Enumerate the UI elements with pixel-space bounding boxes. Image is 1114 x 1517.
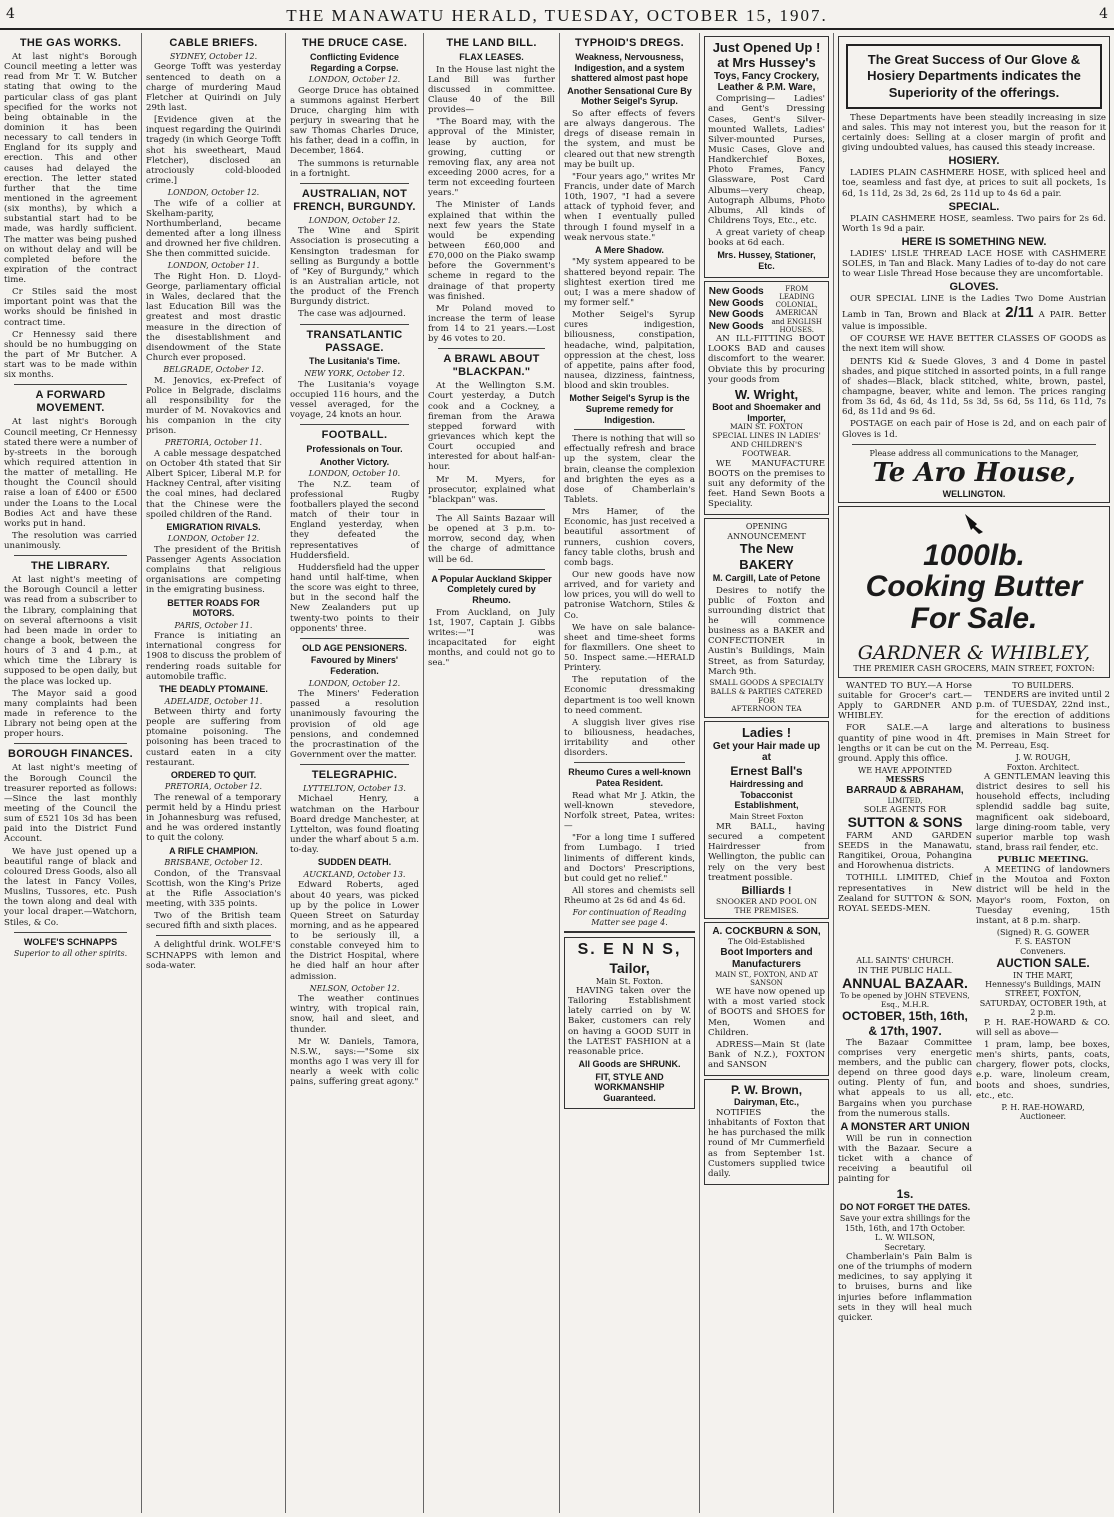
dates-save: Save your extra shillings for the 15th, 16th, and 17th October.: [839, 1214, 971, 1233]
article-text: "Four years ago," writes Mr Francis, under date of March 10th, 1907, "I had a severe attack of typhoid fever, and when I eventually pulled through I found myself in a weak nervous state.": [564, 171, 695, 243]
bazaar-title: ANNUAL BAZAAR.: [842, 975, 968, 992]
article-text: Cr Hennessy said there should be no humbugging on the part of Mr Butcher. A start was to be made within six months.: [4, 329, 137, 381]
bakery-owner: M. Cargill, Late of Petone: [712, 572, 821, 583]
dateline: LONDON, October 12.: [167, 534, 260, 544]
conveners: Conveners.: [1020, 946, 1066, 956]
gloves-text-b: A PAIR. Better value is impossible.: [842, 310, 1107, 333]
wanted-ad: WANTED TO BUY.—A Horse suitable for Grocer's cart.— Apply to GARDNER AND WHIBLEY.: [838, 680, 972, 722]
article-text: The summons is returnable in a fortnight.: [290, 158, 419, 179]
heading-library: THE LIBRARY.: [31, 560, 110, 573]
bazaar-text: The Bazaar Committee comprises very energetic members, and the public can depend on three good days outing. Plenty of fun, and what appeals to us all, Bargains when you purchase from the numerous stalls.: [838, 1037, 972, 1119]
hussey-books: A great variety of cheap books at 6d each.: [708, 228, 825, 249]
article-text: "My system appeared to be shattered beyond repair. The slightest exertion tired me out; I was a mere shadow of my former self.": [564, 257, 695, 309]
dateline: PARIS, October 11.: [174, 620, 253, 630]
cockburn-text: WE have now opened up with a most varied stock of BOOTS and SHOES for Men, Women and Children.: [708, 987, 825, 1038]
new-goods-sources: FROM LEADING COLONIAL, AMERICAN and ENGLISH HOUSES.: [771, 284, 823, 334]
rough-name: J. W. ROUGH,: [1015, 753, 1071, 763]
sole-agents: SOLE AGENTS FOR: [863, 804, 947, 814]
messrs: MESSRS: [885, 774, 925, 785]
ball-establishment: Hairdressing and Tobacconist Establishment,: [729, 779, 804, 811]
butter-quantity: 1000lb.: [923, 538, 1025, 572]
te-aro-store-name: Te Aro House,: [872, 458, 1076, 489]
subheading: Favoured by Miners' Federation.: [310, 655, 399, 677]
heading-borough-finances: BOROUGH FINANCES.: [8, 748, 133, 761]
bakery-small-goods: SMALL GOODS A SPECIALTY: [709, 677, 824, 687]
article-text: A sluggish liver gives rise to biliousness, headaches, irritability and other disorders.: [564, 717, 695, 759]
masthead: [0, 0, 1114, 30]
tailor-title: Tailor,: [609, 959, 650, 976]
barraud-name: BARRAUD & ABRAHAM,: [846, 784, 964, 796]
article-text: Edward Roberts, aged about 40 years, was picked up by the police in Lower Queen Street on Saturday morning, and as he appeared to be seriously ill, a constable conveyed him to the District Hospital, where he died half an hour after admission.: [290, 880, 419, 982]
dateline: SYDNEY, October 12.: [169, 51, 258, 61]
article-text: The Wine and Spirit Association is prosecuting a Kensington tradesman for selling as Burgundy a bottle of "Key of Burgundy," which is an Australian article, not the product of the French Burgundy district.: [290, 226, 419, 308]
wright-address: MAIN ST. FOXTON: [729, 422, 804, 432]
dateline: BRISBANE, October 12.: [164, 858, 263, 868]
cockburn-name: A. COCKBURN & SON,: [712, 926, 821, 938]
column-6: [700, 33, 834, 1513]
heading-old-age-pensioners: OLD AGE PENSIONERS.: [302, 642, 407, 653]
gloves-text-a: OUR SPECIAL LINE is the Ladies Two Dome Austrian Lamb in Tan, Brown and Black at: [842, 294, 1106, 321]
dateline: LONDON, October 12.: [308, 215, 401, 225]
bakery-announcement: OPENING ANNOUNCEMENT: [727, 522, 806, 541]
divider: [14, 384, 127, 385]
subheading: A RIFLE CHAMPION.: [169, 845, 258, 856]
dents-text: DENTS Kid & Suede Gloves, 3 and 4 Dome in pastel shades, and pique stitched in assorted points, in a full range of shades—Black, black stitched, white, brown, pastel, champagne, beaver, white and lemon. The prices ranging from 3s 6d, 4s 6d, 4s 11d, 5s 3d, 5s 6d, 5s 11d, 6s 11d, 7s 6d, 8s 11d and 9s 6d.: [842, 356, 1106, 418]
hussey-name: at Mrs Hussey's: [717, 55, 816, 71]
tailor-text: HAVING taken over the Tailoring Establishment lately carried on by W. Baker, customers can rely on having a GOOD SUIT in the LATEST FASHION at a reasonable price.: [568, 985, 691, 1057]
article-text: Two of the British team secured fifth and sixth places.: [146, 911, 281, 932]
pointing-hand-icon: [961, 510, 987, 536]
dateline: LONDON, October 12.: [167, 188, 260, 198]
postage-text: POSTAGE on each pair of Hose is 2d, and on each pair of Gloves is 1d.: [842, 419, 1106, 440]
dateline: ADELAIDE, October 11.: [164, 696, 263, 706]
column-1: [0, 33, 142, 1513]
heading-transatlantic: TRANSATLANTIC PASSAGE.: [306, 328, 403, 354]
auction-intro: P. H. RAE-HOWARD & CO. will sell as above—: [976, 1017, 1110, 1038]
tothill-text: TOTHILL LIMITED, Chief representatives in New Zealand for SUTTON & SON, ROYAL SEEDS-MEN.: [838, 873, 972, 914]
divider: [300, 183, 409, 184]
dateline: LYTTELTON, October 13.: [303, 784, 406, 794]
article-text: At last night's meeting of the Borough Council the treasurer reported as follows:—Since the last monthly meeting of the Council the sum of £521 10s 3d has been paid into the District Fund Account.: [4, 763, 137, 845]
article-text: A delightful drink. WOLFE'S SCHNAPPS with lemon and soda-water.: [146, 940, 281, 971]
classifieds-left: [838, 681, 972, 956]
heading-forward-movement: A FORWARD MOVEMENT.: [35, 389, 106, 415]
classifieds-row-1: [838, 681, 1110, 956]
article-text: France is initiating an international congress for 1908 to discuss the problem of rendering roads suitable for automobile traffic.: [146, 631, 281, 682]
heading-burgundy: AUSTRALIAN, NOT FRENCH, BURGUNDY.: [293, 187, 416, 213]
bazaar-dates: OCTOBER, 15th, 16th, & 17th, 1907.: [842, 1009, 968, 1038]
article-text: Mother Seigel's Syrup cures indigestion, biliousness, constipation, headache, wind, palpitation, oppression at the chest, loss of appetite, pains after food, nausea, dizziness, faintness, blood and skin troubles.: [564, 310, 695, 392]
column-7: [834, 33, 1114, 1513]
article-text: The Minister of Lands explained that within the next few years the State would be expending between £60,000 and £70,000 on the Piako swamp before the Government's scheme in regard to the drainage of that property was finished.: [428, 200, 555, 302]
brown-text: NOTIFIES the inhabitants of Foxton that he has purchased the milk round of Mr Cummerfield as from September 1st. Customers supplied twice daily.: [708, 1108, 825, 1179]
dateline: AUCKLAND, October 13.: [303, 869, 406, 879]
tailor-name: S. E N N S,: [577, 941, 682, 959]
dateline: LONDON, October 12.: [308, 75, 401, 85]
special-text: PLAIN CASHMERE HOSE, seamless. Two pairs for 2s 6d. Worth 1s 9d a pair.: [842, 213, 1106, 234]
dateline: NEW YORK, October 12.: [304, 369, 405, 379]
bakery-ad: [704, 518, 829, 718]
schnapps-ad: WOLFE'S SCHNAPPS: [23, 936, 118, 947]
heading-football: FOOTBALL.: [321, 429, 388, 442]
new-goods-line: New Goods: [708, 321, 764, 333]
article-text: At last night's meeting of the Borough Council a letter was read from a subscriber to the Library, complaining that on several afternoons a visit had been made in order to change a book, between the hours of 3 and 4 p.m., at which time the Library is supposed to be open daily, but the place was locked up.: [4, 575, 137, 687]
column-2: [142, 33, 286, 1513]
classifieds-row-2: [838, 956, 1110, 1325]
auctioneer-title: Auctioneer.: [1019, 1112, 1067, 1122]
bakery-headline-2: BAKERY: [739, 556, 794, 572]
article-text: From Auckland, on July 1st, 1907, Captain J. Gibbs writes:—"I was incapacitated for eight months, and could not go to sea.": [428, 607, 555, 669]
sutton-text: FARM AND GARDEN SEEDS in the Manawatu, Rangitikei, Oroua, Pohangina and Horowhenua districts.: [838, 830, 972, 872]
wright-ad: [704, 281, 829, 516]
divider: [574, 762, 685, 763]
public-meeting-text: A MEETING of landowners in the Moutoa and Foxton district will be held in the Mayor's room, Foxton, on Tuesday evening, 15th instant, at 8 p.m. sharp.: [976, 865, 1110, 926]
subheading: ORDERED TO QUIT.: [170, 769, 257, 780]
subheading: EMIGRATION RIVALS.: [166, 521, 261, 532]
article-text: At the Wellington S.M. Court yesterday, a Dutch cook and a Cockney, a fireman from the Arawa stepped forward with grievances which kept the Court occupied and interested for about half-an-hour.: [428, 381, 555, 473]
barraud-limited: LIMITED,: [887, 796, 923, 805]
signed-gower: (Signed) R. G. GOWER: [996, 928, 1090, 938]
dateline: LONDON, October 12.: [308, 678, 401, 688]
wright-trade: Boot and Shoemaker and Importer,: [712, 402, 821, 423]
tailor-ad: [564, 937, 695, 1109]
subheading: A Mere Shadow.: [595, 244, 664, 255]
article-text: Condon, of the Transvaal Scottish, won the King's Prize at the Rifle Association's meeting, with 335 points.: [146, 868, 281, 909]
subheading: Conflicting Evidence Regarding a Corpse.: [309, 51, 399, 73]
subheading: The Lusitania's Time.: [309, 356, 400, 367]
better-classes-text: OF COURSE WE HAVE BETTER CLASSES OF GOODS as the next item will show.: [842, 334, 1106, 355]
article-text: We have just opened up a beautiful range of black and coloured Dress Goods, also all the latest in Fancy Voiles, Muslins, Tussores, etc. Push the town along and deal with your local draper.—Watchorn, Stiles, & Co.: [4, 846, 137, 928]
secretary-title: Secretary.: [884, 1242, 926, 1252]
article-text: The All Saints Bazaar will be opened at 3 p.m. to-morrow, second day, when the charge of admittance will be 6d.: [428, 514, 555, 565]
article-text: Mr W. Daniels, Tamora, N.S.W., says:—"Some six months ago I was very ill for nearly a week with colic pains, suffering great agony.": [290, 1036, 419, 1088]
dateline: PRETORIA, October 11.: [164, 438, 263, 448]
column-3: [286, 33, 424, 1513]
new-text: LADIES' LISLE THREAD LACE HOSE with CASHMERE SOLES, in Tan and Black. Many Ladies of to-day do not care to wear Lisle Thread Hose because they are uncomfortable.: [842, 248, 1106, 280]
dateline: LONDON, October 10.: [308, 469, 401, 479]
article-text: The wife of a collier at Skelham-parity, Northumberland, became demented after a long illness and drowned her five children. She then committed suicide.: [146, 198, 281, 260]
article-text: A cable message despatched on October 4th stated that Sir Albert Spicer, Liberal M.P. for Hackney Central, after visiting the coal mines, had declared that the Chinese were the spoiled children of the Rand.: [146, 448, 281, 520]
butter-ad: [838, 506, 1110, 677]
auctioneer-name: P. H. RAE-HOWARD,: [1001, 1102, 1085, 1112]
bazaar-hall: IN THE PUBLIC HALL.: [857, 965, 953, 975]
dates-reminder: DO NOT FORGET THE DATES.: [839, 1201, 971, 1212]
article-text: Mr Poland moved to increase the term of lease from 14 to 21 years.—Lost by 46 votes to 20.: [428, 303, 555, 345]
article-text: "The Board may, with the approval of the Minister, lease by auction, for growing, cutting or removing flax, any area not exceeding 2000 acres, for a term not exceeding fourteen years.": [428, 117, 555, 199]
article-text: M. Jenovics, ex-Prefect of Police in Belgrade, disclaims all responsibility for the murder of M. Novakovics and his companion in the city prison.: [146, 375, 281, 437]
article-text: We have on sale balance-sheet and time-sheet forms for flaxmillers. One sheet to 50. Inspect same.—HERALD Printery.: [564, 622, 695, 674]
dateline: BELGRADE, October 12.: [163, 365, 264, 375]
column-5: [560, 33, 700, 1513]
public-meeting-heading: PUBLIC MEETING.: [997, 855, 1089, 866]
cockburn-address: MAIN ST., FOXTON, AND AT SANSON: [715, 970, 818, 987]
gardner-name: GARDNER & WHIBLEY,: [857, 642, 1091, 665]
article-text: Michael Henry, a watchman on the Harbour Board dredge Manchester, at Lyttelton, was found floating under the wharf about 5 a.m. to-day.: [290, 794, 419, 856]
brown-name: P. W. Brown,: [730, 1083, 803, 1098]
divider: [300, 424, 409, 425]
rough-title: Foxton. Architect.: [1006, 762, 1080, 772]
auction-items: 1 pram, lamp, bee boxes, men's shirts, pants, coats, chargery, flower pots, clocks, e.p. ware, linoleum cream, boots and shoes, sundries, etc., etc.: [976, 1039, 1110, 1101]
bakery-tea: AFTERNOON TEA: [731, 704, 802, 714]
subheading: THE DEADLY PTOMAINE.: [159, 683, 268, 694]
chamberlain-text: Chamberlain's Pain Balm is one of the triumphs of modern medicines, to say applying it to bruises, burns and like injuries before inflammation sets in they will heal much quicker.: [838, 1252, 972, 1323]
divider: [14, 743, 127, 744]
cockburn-ad: [704, 922, 829, 1076]
gloves-text: [842, 294, 1106, 332]
article-text: The reputation of the Economic dressmaking department is too well known to need comment.: [564, 675, 695, 716]
divider: [14, 555, 127, 556]
classifieds-right: [976, 681, 1110, 956]
te-aro-address-note: Please address all communications to the Manager,: [869, 448, 1079, 458]
art-union-heading: A MONSTER ART UNION: [840, 1120, 970, 1133]
wright-special: SPECIAL LINES IN LADIES' AND CHILDREN'S FOOTWEAR.: [712, 431, 821, 458]
bazaar-ad: [838, 956, 972, 1325]
dateline: PRETORIA, October 12.: [164, 782, 263, 792]
bazaar-church: ALL SAINTS' CHURCH.: [856, 956, 954, 966]
ball-name: Ernest Ball's: [730, 764, 803, 779]
wright-text: AN ILL-FITTING BOOT LOOKS BAD and causes discomfort to the wearer. Obviate this by procuring your goods from: [708, 334, 825, 385]
bakery-headline-1: The New: [739, 541, 794, 557]
secretary-name: L. W. WILSON,: [874, 1233, 936, 1243]
new-goods-line: New Goods: [708, 297, 764, 309]
article-text: The Lusitania's voyage occupied 116 hours, and the vessel averaged, for the voyage, 24 knots an hour.: [290, 379, 419, 420]
newspaper-title: THE MANAWATU HERALD, TUESDAY, OCTOBER 15, 1907.: [286, 6, 828, 25]
subheading: Mother Seigel's Syrup is the Supreme remedy for Indigestion.: [569, 393, 690, 425]
hussey-ad: [704, 36, 829, 278]
dateline: NELSON, October 12.: [309, 983, 400, 993]
heading-gas-works: THE GAS WORKS.: [19, 37, 122, 49]
schnapps-tagline: Superior to all other spirits.: [13, 949, 128, 959]
article-text: Mr M. Myers, for prosecutor, explained what "blackpan" was.: [428, 474, 555, 505]
billiards-headline: Billiards !: [741, 884, 792, 897]
article-text: At last night's Borough Council meeting a letter was read from Mr T. W. Butcher stating that owing to the particular class of gas plant specified for the works not being obtainable in the dominion it has been necessary to call tenders in England for its supply and erection. This and other causes had delayed the erection. The letter stated further that the time mentioned in the agreement (six months), by which a substantial start had to be made, was hardly sufficient. The matter was being pushed on without delay and will be completed before the expiration of the contract time.: [4, 51, 137, 286]
subheading: Professionals on Tour.: [306, 444, 403, 455]
tailor-address: Main St. Foxton.: [595, 976, 664, 986]
bakery-balls: BALLS & PARTIES CATERED FOR: [710, 686, 823, 705]
te-aro-intro: These Departments have been steadily increasing in size and sales. This may not interest you, but the reason for it certainly does: Selling at a closer margin of profit and giving undoubted values, has caused this steady increase.: [842, 112, 1106, 154]
heading-telegraphic: TELEGRAPHIC.: [311, 769, 398, 782]
wright-name: W. Wright,: [734, 386, 799, 402]
new-heading: HERE IS SOMETHING NEW.: [901, 235, 1047, 248]
auction-ad: [976, 956, 1110, 1325]
article-text: The renewal of a temporary permit held by a Hindu priest in Johannesburg was refused, and he was ordered instantly to quit the colony.: [146, 792, 281, 844]
divider: [852, 444, 1096, 445]
page-number-left: 4: [6, 6, 15, 22]
divider: [300, 638, 409, 639]
bazaar-opened-by: To be opened by JOHN STEVENS, Esq., M.H.R.: [840, 990, 970, 1009]
article-text: The N.Z. team of professional Rugby footballers played the second match of their tour in England yesterday, when they defeated the representatives of Huddersfield.: [290, 479, 419, 561]
tailor-shrunk: All Goods are SHRUNK.: [578, 1058, 681, 1069]
butter-for-sale: For Sale.: [910, 601, 1038, 635]
heading-brawl: A BRAWL ABOUT "BLACKPAN.": [443, 353, 540, 379]
hosiery-heading: HOSIERY.: [948, 155, 1000, 168]
subheading: BETTER ROADS FOR MOTORS.: [167, 597, 260, 619]
ball-subline: Get your Hair made up at: [712, 740, 821, 764]
auction-building: Hennessy's Buildings, MAIN STREET, FOXTON,: [985, 979, 1101, 999]
tenders-text: TENDERS are invited until 2 p.m. of TUESDAY, 22nd inst., for the erection of additions and alterations to business premises in Main Street for M. Perreau, Esq.: [976, 690, 1110, 752]
gloves-heading: GLOVES.: [949, 281, 999, 294]
auction-date: SATURDAY, OCTOBER 19th, at 2 p.m.: [979, 998, 1107, 1018]
tailor-guarantee: FIT, STYLE AND WORKMANSHIP Guaranteed.: [594, 1071, 665, 1103]
article-text: George Tofft was yesterday sentenced to death on a charge of murdering Maud Fletcher at Quirindi on July 29th last.: [146, 62, 281, 113]
brown-trade: Dairyman, Etc.,: [733, 1097, 800, 1108]
gentleman-ad: A GENTLEMAN leaving this district desires to sell his household effects, including splendid saddle bag suite, magnificent oak sideboard, large dining-room table, very superior marble top wash stand, brass rail fender, etc.: [976, 772, 1110, 854]
article-text: Huddersfield had the upper hand until half-time, when the score was eight to three, but in the second half the New Zealanders put up twenty-two points to their opponents' three.: [290, 562, 419, 634]
ball-text: MR BALL, having secured a competent Hairdresser from Wellington, the public can rely on the very best treatment possible.: [708, 821, 825, 883]
special-heading: SPECIAL.: [948, 200, 1000, 213]
butter-product: Cooking Butter: [865, 570, 1083, 604]
te-aro-ad: [838, 36, 1110, 503]
article-text: So after effects of fevers are always dangerous. The dregs of disease remain in the system, and must be cleared out that new strength may be built up.: [564, 109, 695, 170]
article-text: Between thirty and forty people are suffering from ptomaine poisoning. The poisoning has been traced to custard eaten in a city restaurant.: [146, 706, 281, 768]
auction-venue: IN THE MART,: [1013, 970, 1073, 980]
article-text: "For a long time I suffered from Lumbago. I tried liniments of different kinds, and Doctors' Prescriptions, but could get no relief.": [564, 833, 695, 884]
article-text: The Right Hon. D. Lloyd-George, parliamentary official in Wales, declared that the last Education Bill was the greatest and most drastic measure in the direction of the disestablishment and disendowment of the State Church ever proposed.: [146, 271, 281, 363]
article-text: The president of the British Passenger Agents Association complains that religious organisations are competing in the emigrating business.: [146, 544, 281, 596]
article-text: Our new goods have now arrived, and for variety and low prices, you will do well to patronise Watchorn, Stiles & Co.: [564, 569, 695, 621]
brown-ad: [704, 1079, 829, 1185]
article-text: The resolution was carried unanimously.: [4, 530, 137, 552]
dateline: LONDON, October 11.: [167, 261, 260, 271]
divider: [438, 569, 545, 570]
signed-easton: F. S. EASTON: [1015, 937, 1071, 947]
appointed-heading: WE HAVE APPOINTED: [858, 766, 952, 776]
article-text: The case was adjourned.: [298, 309, 406, 320]
builders-heading: TO BUILDERS.: [1012, 680, 1074, 690]
art-union-price: 1s.: [896, 1186, 914, 1201]
article-text: At last night's Borough Council meeting, Cr Hennessy stated there were a number of by-streets in the borough which required attention in the matter of metalling. He thought the Council should raise a loan of £400 or £500 under the Loans to the Local Bodies Act and have these works put in hand.: [4, 417, 137, 529]
divider: [300, 324, 409, 325]
sutton-name: SUTTON & SONS: [847, 814, 963, 831]
ball-headline: Ladies !: [741, 725, 792, 741]
article-text: The Mayor said a good many complaints had been made in reference to the Library not being open at the proper hours.: [4, 688, 137, 740]
for-sale-ad: FOR SALE.—A large quantity of pine wood in 4ft. lengths or it can be cut on the ground. Apply this office.: [838, 723, 972, 764]
heading-rheumo-skipper: A Popular Auckland Skipper Completely cured by Rheumo.: [431, 573, 552, 605]
hussey-headline: Just Opened Up !: [712, 40, 821, 55]
wright-manufacture: WE MANUFACTURE BOOTS on the premises to suit any deformity of the feet. Hand Sewn Boots a Speciality.: [708, 458, 825, 510]
heading-typhoid: TYPHOID'S DREGS.: [575, 37, 684, 49]
billiards-text: SNOOKER AND POOL ON THE PREMISES.: [716, 896, 817, 915]
divider: [14, 932, 127, 933]
article-text: Read what Mr J. Atkin, the well-known stevedore, Norfolk street, Patea, writes:—: [564, 790, 695, 832]
art-union-text: Will be run in connection with the Bazaar. Secure a ticket with a chance of receiving a beautiful oil painting for: [838, 1133, 972, 1185]
heading-cable-briefs: CABLE BRIEFS.: [169, 37, 258, 49]
cockburn-address-2: ADRESS—Main St (late Bank of N.Z.), FOXTON and SANSON: [708, 1039, 825, 1071]
article-text: There is nothing that will so effectually refresh and brace up the system, clear the brain, cleanse the complexion and brighten the eyes as a dose of Chamberlain's Tablets.: [564, 434, 695, 505]
article-text: The Miners' Federation passed a resolution unanimously favouring the provision of old age pensions, and condemned the procrastination of the Government over the matter.: [290, 689, 419, 760]
article-text: All stores and chemists sell Rheumo at 2s 6d and 4s 6d.: [564, 885, 695, 907]
heading-rheumo-patea: Rheumo Cures a well-known Patea Resident.: [568, 767, 691, 789]
ball-address: Main Street Foxton: [729, 812, 804, 822]
heading-druce-case: THE DRUCE CASE.: [301, 37, 408, 49]
subheading: Another Victory.: [319, 456, 390, 467]
article-text: George Druce has obtained a summons against Herbert Druce, charging him with perjury in swearing that he saw Thomas Charles Druce, his father, dead in a coffin, in December, 1864.: [290, 85, 419, 157]
continuation-note: For continuation of Reading Matter see page 4.: [572, 908, 687, 927]
article-text: Mrs Hamer, of the Economic, has just received a beautiful assortment of runners, cushion covers, fancy table cloths, brush and comb bags.: [564, 507, 695, 568]
divider: [438, 509, 545, 510]
divider: [438, 348, 545, 349]
article-text: The weather continues wintry, with tropical rain, snow, hail and sleet, and thunder.: [290, 994, 419, 1035]
te-aro-city: WELLINGTON.: [942, 488, 1006, 499]
bakery-text: Desires to notify the public of Foxton and surrounding district that he will commence business as a BAKER and CONFECTIONER in Austin's Buildings, Main Street, as from Saturday, March 9th.: [708, 585, 825, 677]
subheading: Weakness, Nervousness, Indigestion, and a system shattered almost past hope: [570, 51, 689, 84]
heading-land-bill: THE LAND BILL.: [446, 37, 537, 49]
article-text: [Evidence given at the inquest regarding the Quirindi tragedy (in which George Tofft shot his sweetheart, Maud Fletcher), disclosed an atrociously cold-blooded crime.]: [146, 115, 281, 186]
subheading: SUDDEN DEATH.: [317, 857, 392, 868]
gardner-tagline: THE PREMIER CASH GROCERS, MAIN STREET, FOXTON:: [853, 664, 1095, 674]
auction-heading: AUCTION SALE.: [996, 956, 1090, 971]
column-4: [424, 33, 560, 1513]
divider: [300, 764, 409, 765]
hosiery-text: LADIES PLAIN CASHMERE HOSE, with spliced heel and toe, seamless and fast dye, at prices to suit all pockets, 1s 6d, 1s 11d, 2s 3d, 2s 6d, 2s 11d up to 4s 6d a pair.: [842, 168, 1106, 199]
hussey-list: Comprising— Ladies' and Gent's Dressing Cases, Gent's Silver-mounted Wallets, Ladies' Silver-mounted Purses, Music Cases, Glove and Handkerchief Boxes, Photo Frames, Fancy Glassware, Post Card Albums—very cheap, Autograph Albums, Photo Albums, All kinds of Childrens Toys, Etc., etc.: [708, 94, 825, 226]
cockburn-established: The Old-Established: [728, 937, 805, 947]
new-goods-line: New Goods: [708, 309, 764, 321]
subheading: FLAX LEASES.: [459, 51, 524, 62]
page-number-right: 4: [1099, 6, 1108, 22]
hussey-goods: Toys, Fancy Crockery, Leather & P.M. Ware,: [713, 70, 820, 94]
hussey-signature: Mrs. Hussey, Stationer, Etc.: [717, 250, 816, 271]
article-text: In the House last night the Land Bill was further discussed in committee. Clause 40 of the Bill provides—: [428, 64, 555, 116]
new-goods-line: New Goods: [708, 285, 764, 297]
divider: [564, 931, 695, 933]
gloves-price: 2/11: [1005, 304, 1034, 322]
ball-ad: [704, 721, 829, 919]
divider: [574, 429, 685, 430]
divider: [156, 935, 271, 936]
article-text: Cr Stiles said the most important point was that the works should be finished in contract time.: [4, 287, 137, 328]
subheading: Another Sensational Cure By Mother Seigel's Syrup.: [567, 85, 692, 107]
te-aro-banner: The Great Success of Our Glove & Hosiery Departments indicates the Superiority of the offerings.: [846, 44, 1102, 109]
cockburn-trade: Boot Importers and Manufacturers: [720, 947, 813, 970]
